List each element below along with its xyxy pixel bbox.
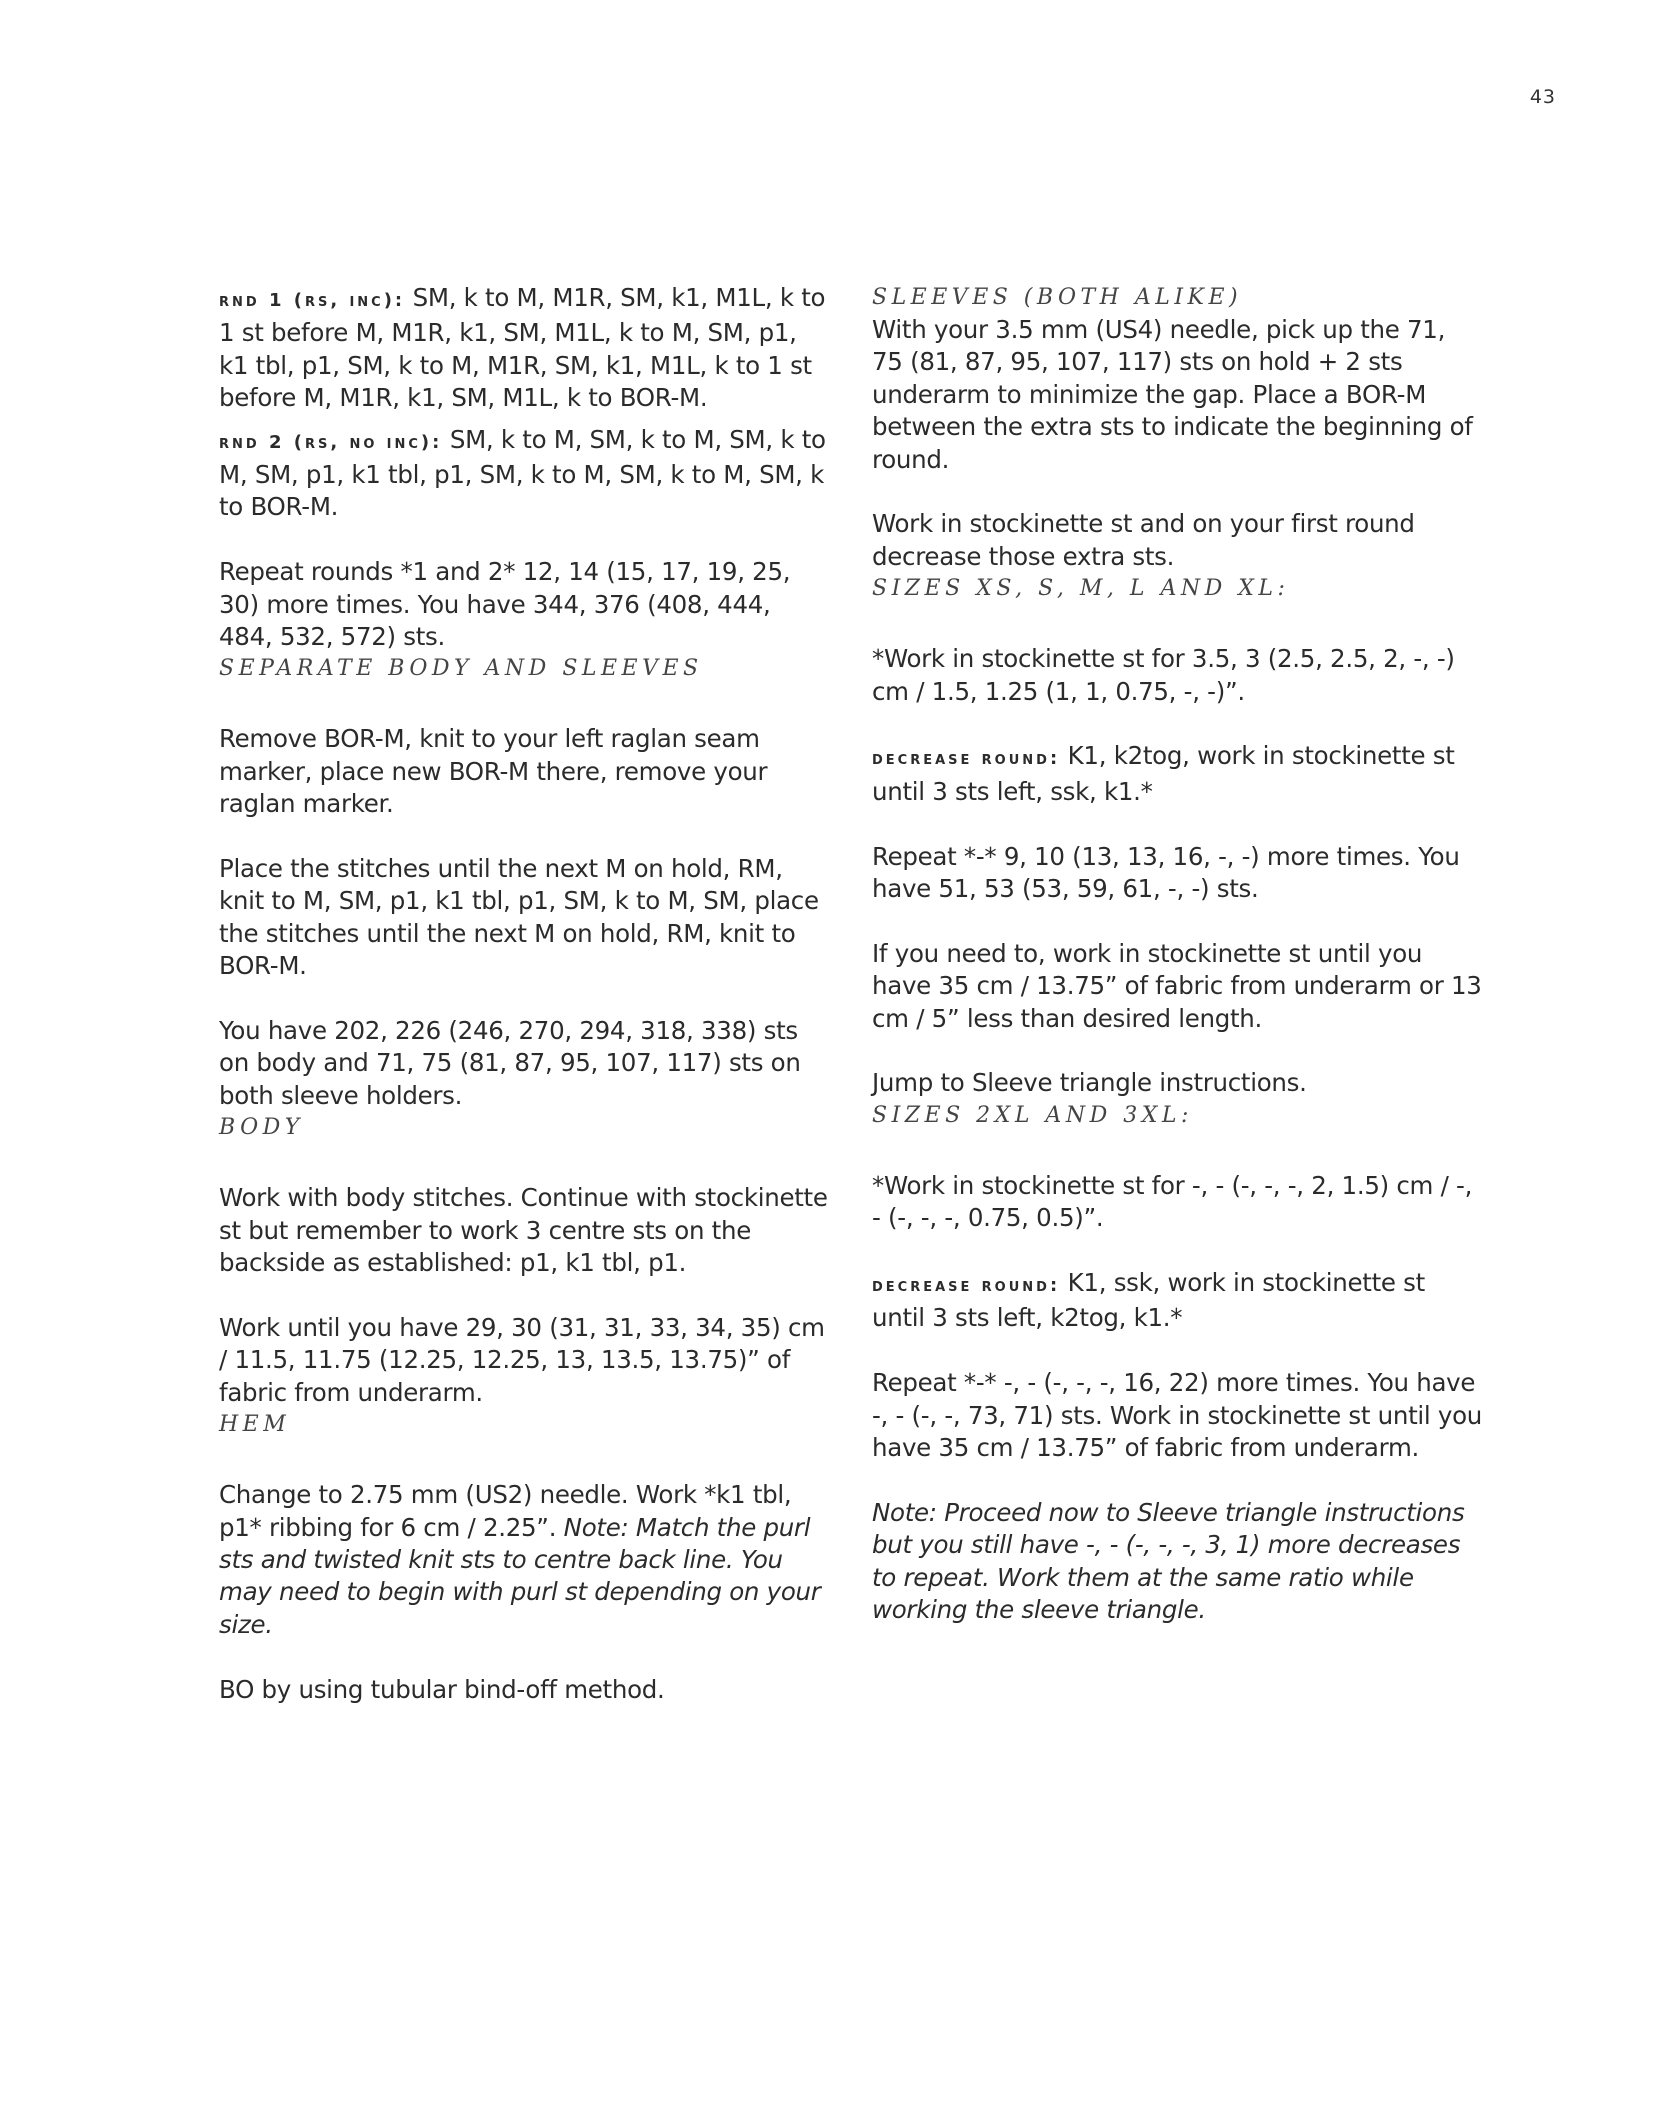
sleeves-heading: SLEEVES (BOTH ALIKE) — [872, 285, 1243, 310]
hem-note: Note: Match the purl sts and twisted knit sts to centre back line. You may need to begin with purl st depending on your size. — [219, 1512, 821, 1639]
round-1-instruction — [219, 282, 829, 415]
body-paragraph-1: Work with body stitches. Continue with stockinette st but remember to work 3 centre sts on the backside as established: p1, k1 tbl, p1. — [219, 1183, 828, 1278]
hem-paragraph-2: BO by using tubular bind-off method. — [219, 1674, 665, 1704]
sizes-2xl-3xl-heading: SIZES 2XL AND 3XL: — [872, 1102, 1193, 1128]
body-paragraph-2: Work until you have 29, 30 (31, 31, 33, 34, 35) cm / 11.5, 11.75 (12.25, 12.25, 13, 13.5, 13.75)” of fabric from underarm. — [219, 1312, 825, 1407]
hem-paragraph-1 — [219, 1479, 829, 1641]
sizes-2xl-3xl-paragraph-3: Repeat *-* -, - (-, -, -, 16, 22) more times. You have -, - (-, -, 73, 71) sts. Work in stockinette st until you have 35 cm / 13.75” of fabric from underarm. — [872, 1368, 1483, 1463]
left-column — [219, 282, 829, 1706]
sizes-xs-xl-paragraph-5: Jump to Sleeve triangle instructions. — [872, 1068, 1307, 1098]
decrease-round-text: K1, ssk, work in stockinette st until 3 sts left, k2tog, k1.* — [872, 1268, 1425, 1333]
separate-body-sleeves-heading: SEPARATE BODY AND SLEEVES — [219, 656, 703, 682]
sizes-2xl-3xl-note: Note: Proceed now to Sleeve triangle instructions but you still have -, - (-, -, -, 3, 1) more decreases to repeat. Work them at the same ratio while working the sleeve triangle. — [872, 1497, 1465, 1625]
sizes-xs-xl-heading: SIZES XS, S, M, L AND XL: — [872, 576, 1290, 602]
round-2-label: rnd 2 (rs, no inc): — [219, 431, 443, 453]
hem-heading: HEM — [219, 1412, 291, 1438]
hem-paragraph-1-text: Change to 2.75 mm (US2) needle. Work *k1 tbl, p1* ribbing for 6 cm / 2.25”. — [219, 1480, 792, 1542]
separate-paragraph-3: You have 202, 226 (246, 270, 294, 318, 338) sts on body and 71, 75 (81, 87, 95, 107, 117) sts on both sleeve holders. — [219, 1016, 801, 1110]
sizes-2xl-3xl-paragraph-1: *Work in stockinette st for -, - (-, -, -, 2, 1.5) cm / -, - (-, -, -, 0.75, 0.5)”. — [872, 1170, 1473, 1233]
decrease-round-label: decrease round: — [872, 748, 1061, 770]
repeat-rounds-paragraph: Repeat rounds *1 and 2* 12, 14 (15, 17, 19, 25, 30) more times. You have 344, 376 (408, 444, 484, 532, 572) sts. — [219, 557, 791, 652]
decrease-round-text: K1, k2tog, work in stockinette st until 3 sts left, ssk, k1.* — [872, 741, 1455, 806]
sizes-xs-xl-paragraph-4: If you need to, work in stockinette st until you have 35 cm / 13.75” of fabric from underarm or 13 cm / 5” less than desired length. — [872, 938, 1482, 1033]
separate-paragraph-2: Place the stitches until the next M on hold, RM, knit to M, SM, p1, k1 tbl, p1, SM, k to M, SM, place the stitches until the next M on hold, RM, knit to BOR-M. — [219, 854, 819, 981]
round-2-text: SM, k to M, SM, k to M, SM, k to M, SM, p1, k1 tbl, p1, SM, k to M, SM, k to M, SM, k to BOR-M. — [219, 424, 826, 522]
sizes-2xl-3xl-decrease-round — [872, 1267, 1482, 1335]
body-heading: BODY — [219, 1115, 304, 1141]
separate-paragraph-1: Remove BOR-M, knit to your left raglan seam marker, place new BOR-M there, remove your raglan marker. — [219, 724, 768, 819]
round-2-instruction — [219, 424, 829, 524]
sizes-xs-xl-paragraph-3: Repeat *-* 9, 10 (13, 13, 16, -, -) more times. You have 51, 53 (53, 59, 61, -, -) sts. — [872, 841, 1460, 904]
sleeves-paragraph-2: Work in stockinette st and on your first round decrease those extra sts. — [872, 509, 1415, 571]
decrease-round-label: decrease round: — [872, 1275, 1061, 1297]
round-1-label: rnd 1 (rs, inc): — [219, 290, 406, 311]
sizes-xs-xl-paragraph-1: *Work in stockinette st for 3.5, 3 (2.5, 2.5, 2, -, -) cm / 1.5, 1.25 (1, 1, 0.75, -, -)”. — [872, 644, 1455, 706]
page-number: 43 — [1529, 86, 1556, 108]
sleeves-paragraph-1: With your 3.5 mm (US4) needle, pick up the 71, 75 (81, 87, 95, 107, 117) sts on hold + 2 sts underarm to minimize the gap. Place a BOR-M between the extra sts to indicate the beginning of round. — [872, 315, 1473, 474]
sizes-xs-xl-decrease-round — [872, 740, 1482, 808]
right-column — [872, 282, 1482, 1627]
round-1-text: SM, k to M, M1R, SM, k1, M1L, k to 1 st before M, M1R, k1, SM, M1L, k to M, SM, p1, k1 tbl, p1, SM, k to M, M1R, SM, k1, M1L, k to 1 st before M, M1R, k1, SM, M1L, k to BOR-M. — [219, 283, 826, 413]
